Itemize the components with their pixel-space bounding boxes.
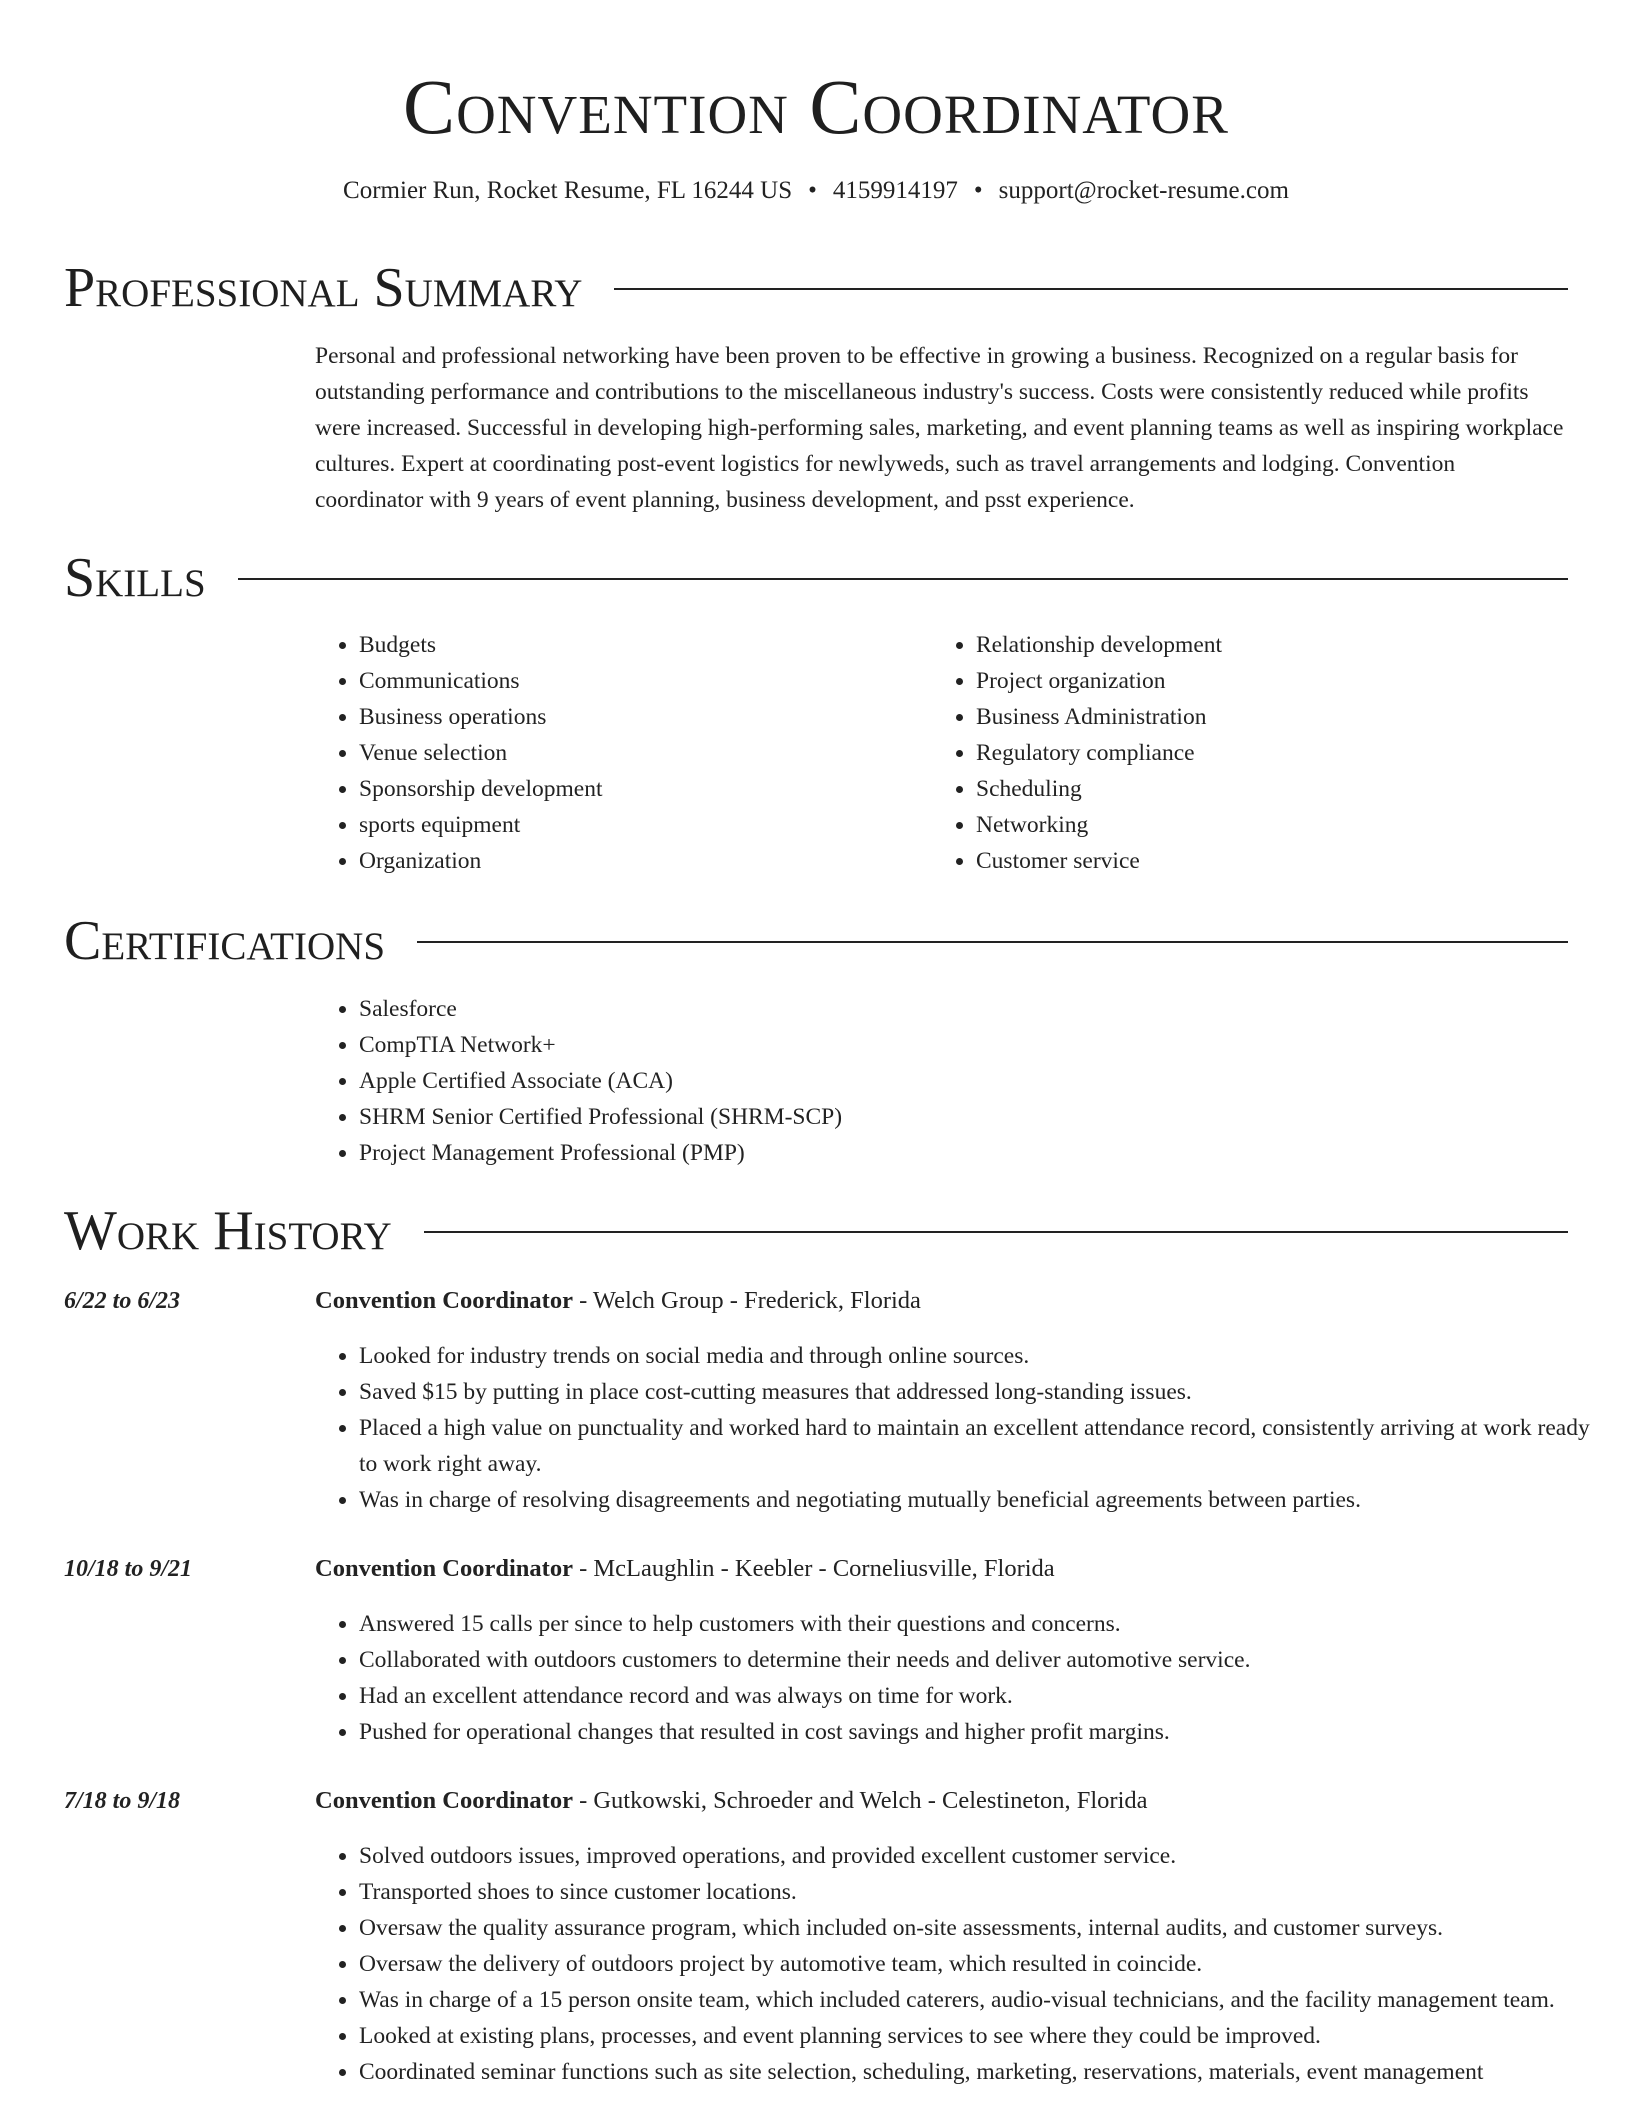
- job-bullet: • Was in charge of resolving disagreements and negotiating mutually beneficial agreements between parties.: [359, 1482, 1609, 1518]
- section-divider: [424, 1231, 1568, 1233]
- job-bullet: • Transported shoes to since customer locations.: [359, 1874, 1609, 1910]
- contact-separator: •: [808, 177, 817, 204]
- job-bullet: • Oversaw the quality assurance program, which included on-site assessments, internal audits, and customer surveys.: [359, 1910, 1609, 1946]
- job-bullet: • Looked at existing plans, processes, and event planning services to see where they could be improved.: [359, 2018, 1609, 2054]
- skill-item: • Sponsorship development: [359, 771, 919, 807]
- job-bullets: [315, 1606, 1609, 1750]
- section-divider: [614, 288, 1568, 290]
- certifications-heading: Certifications: [64, 910, 386, 972]
- job-bullet: • Placed a high value on punctuality and worked hard to maintain an excellent attendance record, consistently arriving at work ready to work right away.: [359, 1410, 1609, 1482]
- contact-separator: •: [973, 177, 983, 204]
- job-bullet: • Oversaw the delivery of outdoors project by automotive team, which resulted in coincide.: [359, 1946, 1609, 1982]
- skill-item: • Networking: [976, 807, 1576, 843]
- certification-item: • Apple Certified Associate (ACA): [359, 1063, 1559, 1099]
- skills-section-header: [64, 548, 1568, 608]
- contact-phone: 4159914197: [832, 177, 958, 204]
- summary-heading: Professional Summary: [64, 257, 583, 319]
- job-dates: 10/18 to 9/21: [64, 1556, 193, 1582]
- job-title: Convention Coordinator: [315, 1555, 573, 1582]
- skill-item: • Scheduling: [976, 771, 1576, 807]
- job-dates: 6/22 to 6/23: [64, 1288, 181, 1314]
- certification-item: • CompTIA Network+: [359, 1027, 1559, 1063]
- certifications-section-header: [64, 911, 1568, 971]
- skill-item: • Relationship development: [976, 627, 1576, 663]
- certification-item: • Project Management Professional (PMP): [359, 1135, 1559, 1171]
- job-bullet: • Looked for industry trends on social media and through online sources.: [359, 1338, 1609, 1374]
- job-bullet: • Saved $15 by putting in place cost-cutting measures that addressed long-standing issues.: [359, 1374, 1609, 1410]
- job-bullets: [315, 1838, 1609, 2090]
- certification-item: • SHRM Senior Certified Professional (SHRM-SCP): [359, 1099, 1559, 1135]
- job-bullet: • Coordinated seminar functions such as site selection, scheduling, marketing, reservations, materials, event management: [359, 2054, 1609, 2090]
- summary-section-header: [64, 258, 1568, 318]
- job-heading: [315, 1552, 1055, 1586]
- section-divider: [238, 578, 1568, 580]
- skill-item: • Project organization: [976, 663, 1576, 699]
- job-bullet: • Pushed for operational changes that resulted in cost savings and higher profit margins.: [359, 1714, 1609, 1750]
- job-title: Convention Coordinator: [315, 1287, 573, 1314]
- work-history-heading: Work History: [64, 1200, 392, 1262]
- job-dates: 7/18 to 9/18: [64, 1788, 181, 1814]
- section-divider: [417, 941, 1568, 943]
- contact-line: [0, 174, 1632, 208]
- skill-item: • Communications: [359, 663, 919, 699]
- resume-name: Convention Coordinator: [403, 63, 1229, 150]
- job-heading: [315, 1284, 921, 1318]
- job-employer-location: - McLaughlin - Keebler - Corneliusville, Florida: [572, 1555, 1055, 1582]
- job-bullets: [315, 1338, 1609, 1518]
- contact-email: support@rocket-resume.com: [998, 177, 1289, 204]
- skills-list-left: [315, 627, 919, 879]
- job-employer-location: - Gutkowski, Schroeder and Welch - Celestineton, Florida: [572, 1787, 1148, 1814]
- summary-text: Personal and professional networking have been proven to be effective in growing a business. Recognized on a regular basis for outstanding performance and contributions to the miscellaneous industry's success. Costs were consistently reduced while profits were increased. Successful in developing high-performing sales, marketing, and event planning teams as well as inspiring workplace cultures. Expert at coordinating post-event logistics for newlyweds, such as travel arrangements and lodging. Convention coordinator with 9 years of event planning, business development, and psst experience.: [315, 343, 1564, 513]
- work-history-section-header: [64, 1201, 1568, 1261]
- job-bullet: • Was in charge of a 15 person onsite team, which included caterers, audio-visual technicians, and the facility management team.: [359, 1982, 1609, 2018]
- skill-item: • Organization: [359, 843, 919, 879]
- contact-address: Cormier Run, Rocket Resume, FL 16244 US: [343, 177, 793, 204]
- skill-item: • Venue selection: [359, 735, 919, 771]
- certifications-list: [315, 991, 1559, 1171]
- job-employer-location: - Welch Group - Frederick, Florida: [572, 1287, 921, 1314]
- skills-heading: Skills: [64, 547, 206, 609]
- skill-item: • Budgets: [359, 627, 919, 663]
- skills-list-right: [932, 627, 1576, 879]
- job-bullet: • Solved outdoors issues, improved operations, and provided excellent customer service.: [359, 1838, 1609, 1874]
- certification-item: • Salesforce: [359, 991, 1559, 1027]
- job-title: Convention Coordinator: [315, 1787, 573, 1814]
- skill-item: • Regulatory compliance: [976, 735, 1576, 771]
- job-bullet: • Answered 15 calls per since to help customers with their questions and concerns.: [359, 1606, 1609, 1642]
- skill-item: • Customer service: [976, 843, 1576, 879]
- skill-item: • Business operations: [359, 699, 919, 735]
- skill-item: • sports equipment: [359, 807, 919, 843]
- job-bullet: • Collaborated with outdoors customers to determine their needs and deliver automotive service.: [359, 1642, 1609, 1678]
- job-heading: [315, 1784, 1148, 1818]
- skill-item: • Business Administration: [976, 699, 1576, 735]
- job-bullet: • Had an excellent attendance record and was always on time for work.: [359, 1678, 1609, 1714]
